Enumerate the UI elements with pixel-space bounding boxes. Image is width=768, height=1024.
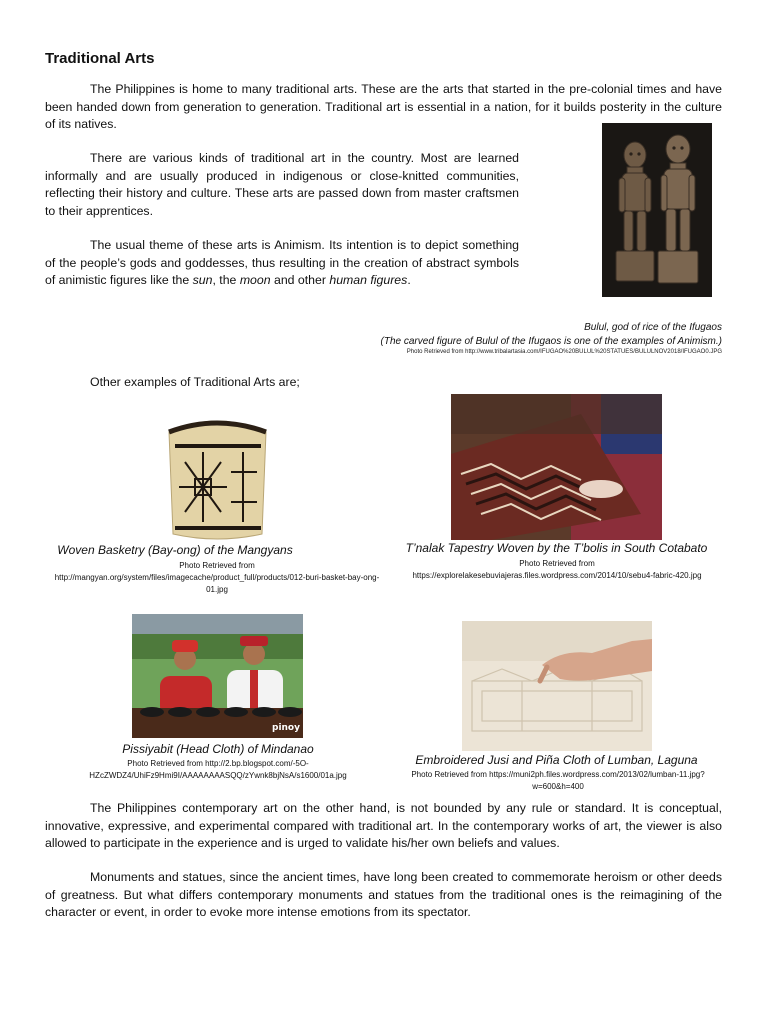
pissiyabit-image — [132, 614, 303, 738]
bulul-caption-title: Bulul, god of rice of the Ifugaos — [584, 322, 722, 333]
tnalak-tapestry-image — [451, 394, 662, 540]
other-examples-heading: Other examples of Traditional Arts are; — [90, 375, 300, 389]
tnalak-credit-url: https://explorelakesebuviajeras.files.wordpress.com/2014/10/sebu4-fabric-420.jpg — [412, 571, 702, 580]
kinds-paragraph — [45, 150, 519, 220]
pissiyabit-photo-credit: Photo Retrieved from http://2.bp.blogspot.com/-5O-HZcZWDZ4/UhiFz9Hmi9I/AAAAAAAASQQ/zYwnk8bjNsA/s1600/01a.jpg — [89, 759, 347, 780]
animism-text-c: and other — [270, 273, 330, 288]
moon-word: moon — [239, 273, 271, 288]
animism-text-b: , the — [212, 273, 240, 288]
kinds-text: There are various kinds of traditional art in the country. Most are learned informally and are usually produced in indigenous or close-knitted communities, reflecting their history and culture. These arts are passed down from master craftsmen to their apprentices. — [45, 151, 519, 218]
jusi-pina-cloth-image — [462, 621, 652, 751]
pissiyabit-caption: Pissiyabit (Head Cloth) of Mindanao — [122, 742, 314, 756]
page-title: Traditional Arts — [45, 50, 155, 67]
tnalak-credit-label: Photo Retrieved from — [519, 559, 595, 568]
monuments-paragraph — [45, 869, 722, 922]
contemporary-paragraph — [45, 800, 722, 853]
woven-basket-image — [159, 392, 276, 542]
intro-text: The Philippines is home to many traditional arts. These are the arts that started in the pre-colonial times and have been handed down from generation to generation. Traditional art is essential in a nation, for it builds posterity in the culture of its natives. — [45, 82, 722, 132]
animism-text-a: The usual theme of these arts is Animism. Its intention is to depict something of the people’s gods and goddesses, thus resulting in the creation of abstract symbols of animistic figures like the — [45, 238, 519, 288]
tnalak-caption: T’nalak Tapestry Woven by the T’bolis in South Cotabato — [405, 541, 708, 555]
basket-credit-url: http://mangyan.org/system/files/imagecache/product_full/products/012-buri-basket-bay-ong-01.jpg — [54, 573, 380, 594]
tnalak-photo-credit — [397, 558, 717, 582]
contemporary-text: The Philippines contemporary art on the other hand, is not bounded by any rule or standard. It is conceptual, innovative, expressive, and experimental compared with traditional art. In the contemporary works of art, the viewer is also allowed to participate in the experience and is urged to validate his/her own beliefs and values. — [45, 801, 722, 851]
sun-word: sun — [192, 273, 213, 288]
bulul-caption-description: (The carved figure of Bulul of the Ifugaos is one of the examples of Animism.) — [380, 336, 722, 347]
jusi-pina-caption: Embroidered Jusi and Piña Cloth of Lumban, Laguna — [415, 753, 698, 767]
monuments-text: Monuments and statues, since the ancient times, have long been created to commemorate heroism or other deeds of greatness. But what differs contemporary monuments and statues from the traditional ones is the reimagining of the character or event, in order to evoke more intense emotions from its spectator. — [45, 870, 722, 920]
animism-text-d: . — [407, 273, 411, 288]
bulul-figure-image — [602, 123, 712, 297]
animism-paragraph — [45, 237, 519, 290]
jusi-pina-photo-credit: Photo Retrieved from https://muni2ph.files.wordpress.com/2013/02/lumban-11.jpg?w=600&h=400 — [411, 770, 705, 791]
basket-credit-label: Photo Retrieved from — [179, 561, 255, 570]
basket-caption: Woven Basketry (Bay-ong) of the Mangyans — [57, 543, 293, 557]
bulul-photo-credit: Photo Retrieved from http://www.tribalartasia.com/IFUGAO%20BULUL%20STATUES/BULULNOV2018/IFUGAO0.JPG — [406, 349, 722, 355]
human-figures-word: human figures — [329, 273, 408, 288]
basket-photo-credit — [52, 560, 382, 596]
pinoy-watermark: pinoy — [272, 723, 300, 733]
